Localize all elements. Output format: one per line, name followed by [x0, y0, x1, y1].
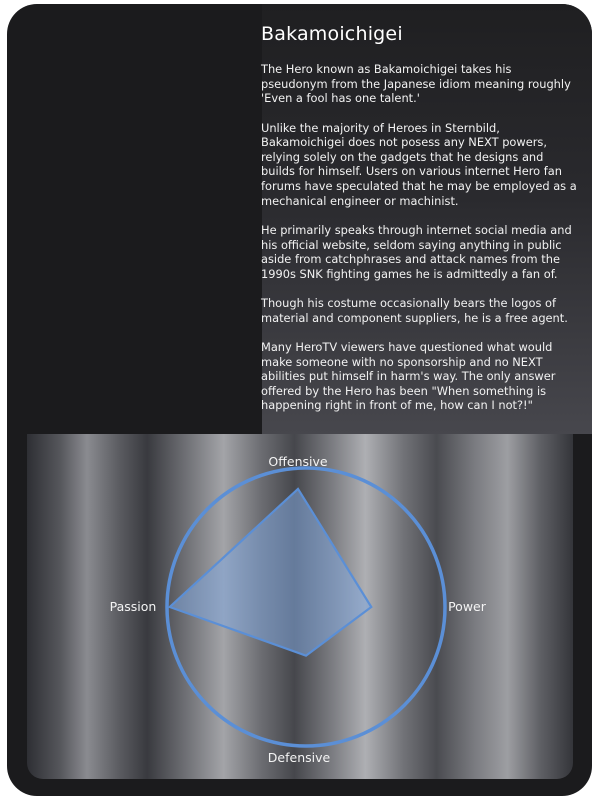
bio-paragraph: Though his costume occasionally bears the logos of material and component suppliers, he is a free agent.: [261, 296, 568, 325]
axis-label-power: Power: [448, 599, 486, 614]
bio-paragraph: The Hero known as Bakamoichigei takes his pseudonym from the Japanese idiom meaning roughly 'Even a fool has one talent.': [261, 62, 571, 106]
axis-label-offensive: Offensive: [268, 454, 328, 469]
hero-name: Bakamoichigei: [261, 23, 403, 45]
bio-paragraph: Unlike the majority of Heroes in Sternbild, Bakamoichigei does not posess any NEXT powers, relying solely on the gadgets that he designs and builds for himself. Users on various internet Hero fan forums have speculated that he may be employed as a mechanical engineer or machinist.: [261, 120, 577, 208]
bio-paragraph: Many HeroTV viewers have questioned what would make someone with no sponsorship and no NEXT abilities put himself in harm's way. The only answer offered by the Hero has been "When something is happening right in front of me, how can I not?!": [261, 340, 556, 413]
axis-label-defensive: Defensive: [267, 750, 331, 765]
axis-label-passion: Passion: [109, 599, 157, 614]
bio-paragraph: He primarily speaks through internet social media and his official website, seldom saying anything in public aside from catchphrases and attack names from the 1990s SNK fighting games he is admittedly a fan of.: [261, 222, 572, 281]
radar-data-polygon: [170, 489, 371, 656]
